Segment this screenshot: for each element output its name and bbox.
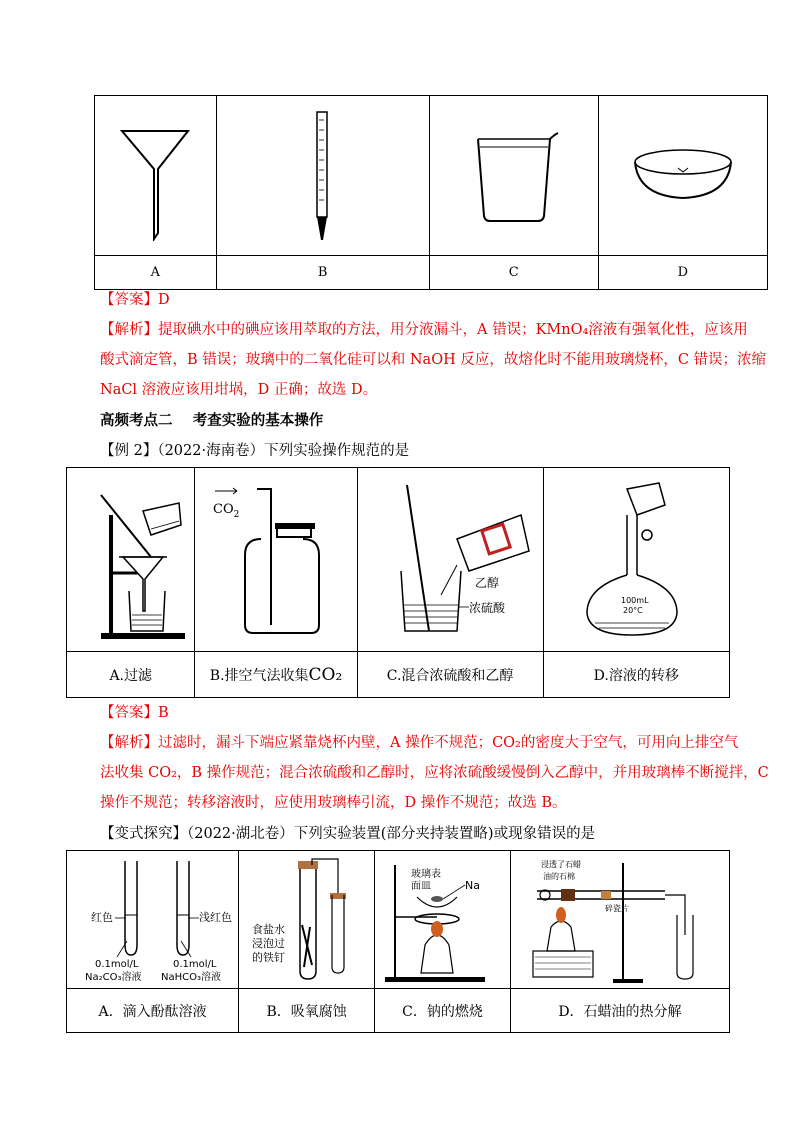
co2-label: $CO_2$ (213, 501, 240, 520)
label-d: D (598, 256, 767, 290)
funnel-icon (110, 111, 200, 241)
cell-funnel (95, 96, 217, 256)
q1-analysis-line-2: 酸式滴定管，B 错误；玻璃中的二氧化硅可以和 NaOH 反应，故熔化时不能用玻璃烧杯，C 错误；浓缩 (100, 352, 767, 368)
variant-option-a: A．滴入酚酞溶液 (67, 989, 239, 1033)
variant-option-d: D．石蜡油的热分解 (510, 989, 729, 1033)
ex2-analysis-line-3: 操作不规范；转移溶液时，应使用玻璃棒引流，D 操作不规范；故选 B。 (100, 795, 567, 811)
ethanol-label: 乙醇 (475, 575, 500, 590)
q1-answer: 【答案】D (100, 292, 170, 308)
mixing-apparatus-icon (365, 475, 535, 645)
flask-volume-label: 100mL (621, 595, 649, 605)
red-label: 红色 (90, 910, 113, 924)
watch-glass-label: 玻璃表 (411, 868, 442, 880)
ex2-answer: 【答案】B (100, 705, 169, 721)
cell-phenolphthalein (67, 851, 239, 989)
ex2-analysis-line-1: 【解析】过滤时，漏斗下端应紧靠烧杯内壁，A 操作不规范；CO₂的密度大于空气，可用向上排空气 (100, 735, 739, 751)
na2co3-label: Na₂CO₃溶液 (84, 971, 142, 983)
flask-temp-label: 20°C (623, 605, 644, 615)
porcelain-label: 碎瓷片 (604, 903, 629, 913)
acid-label: 浓硫酸 (469, 600, 506, 615)
option-b: B.排空气法收集CO₂ (195, 652, 357, 698)
cell-mixing (357, 468, 543, 652)
example-2-stem: 【例 2】（2022·海南卷）下列实验操作规范的是 (100, 443, 410, 459)
na2co3-conc: 0.1mol/L (94, 958, 139, 970)
label-a: A (95, 256, 217, 290)
variant-option-b: B．吸氧腐蚀 (239, 989, 375, 1033)
evaporating-dish-icon (628, 136, 738, 216)
iron-nail-label: 的铁钉 (251, 950, 285, 964)
cell-transfer (543, 468, 729, 652)
option-a: A.过滤 (67, 652, 195, 698)
variant-table (66, 850, 730, 1033)
dish-label: 面皿 (411, 880, 432, 892)
volumetric-flask-icon (561, 475, 711, 645)
label-b: B (216, 256, 429, 290)
q1-analysis-line-1: 【解析】提取碘水中的碘应该用萃取的方法，用分液漏斗，A 错误；KMnO₄溶液有强氧化性，应该用 (100, 322, 748, 338)
cell-evaporating-dish (598, 96, 767, 256)
variant-stem: 【变式探究】（2022·湖北卷）下列实验装置(部分夹持装置略)或现象错误的是 (100, 826, 596, 842)
nahco3-label: NaHCO₃溶液 (160, 971, 221, 983)
label-c: C (429, 256, 598, 290)
burning-apparatus-icon (377, 855, 507, 985)
pyrolysis-apparatus-icon (515, 855, 725, 985)
cell-burette (216, 96, 429, 256)
corrosion-apparatus-icon (242, 855, 372, 985)
cell-sodium-burning (375, 851, 511, 989)
cell-beaker (429, 96, 598, 256)
cell-gas-collection (195, 468, 357, 652)
soaked-label: 浸泡过 (251, 936, 285, 950)
cell-pyrolysis (510, 851, 729, 989)
q1-analysis-line-3: NaCl 溶液应该用坩埚，D 正确；故选 D。 (100, 382, 378, 398)
na-label: Na (465, 878, 481, 892)
gas-bottle-icon (201, 475, 351, 645)
example-2-table (66, 467, 730, 698)
cell-filtration (67, 468, 195, 652)
salt-water-label: 食盐水 (251, 922, 285, 936)
cell-oxygen-corrosion (239, 851, 375, 989)
beaker-icon (464, 121, 564, 231)
ex2-analysis-line-2: 法收集 CO₂，B 操作规范；混合浓硫酸和乙醇时，应将浓硫酸缓慢倒入乙醇中，并用玻璃棒不断搅拌，C (100, 765, 769, 781)
option-d: D.溶液的转移 (543, 652, 729, 698)
asbestos-label: 油的石棉 (542, 871, 575, 881)
option-c: C.混合浓硫酸和乙醇 (357, 652, 543, 698)
instrument-table (94, 95, 768, 290)
nahco3-conc: 0.1mol/L (172, 958, 217, 970)
variant-option-c: C．钠的燃烧 (375, 989, 511, 1033)
light-red-label: 浅红色 (198, 910, 232, 924)
burette-icon (293, 106, 353, 246)
paraffin-label: 浸透了石蜡 (540, 859, 581, 869)
test-tubes-icon (69, 855, 237, 985)
section-heading: 高频考点二 考查实验的基本操作 (100, 412, 324, 429)
filtration-apparatus-icon (71, 475, 191, 645)
